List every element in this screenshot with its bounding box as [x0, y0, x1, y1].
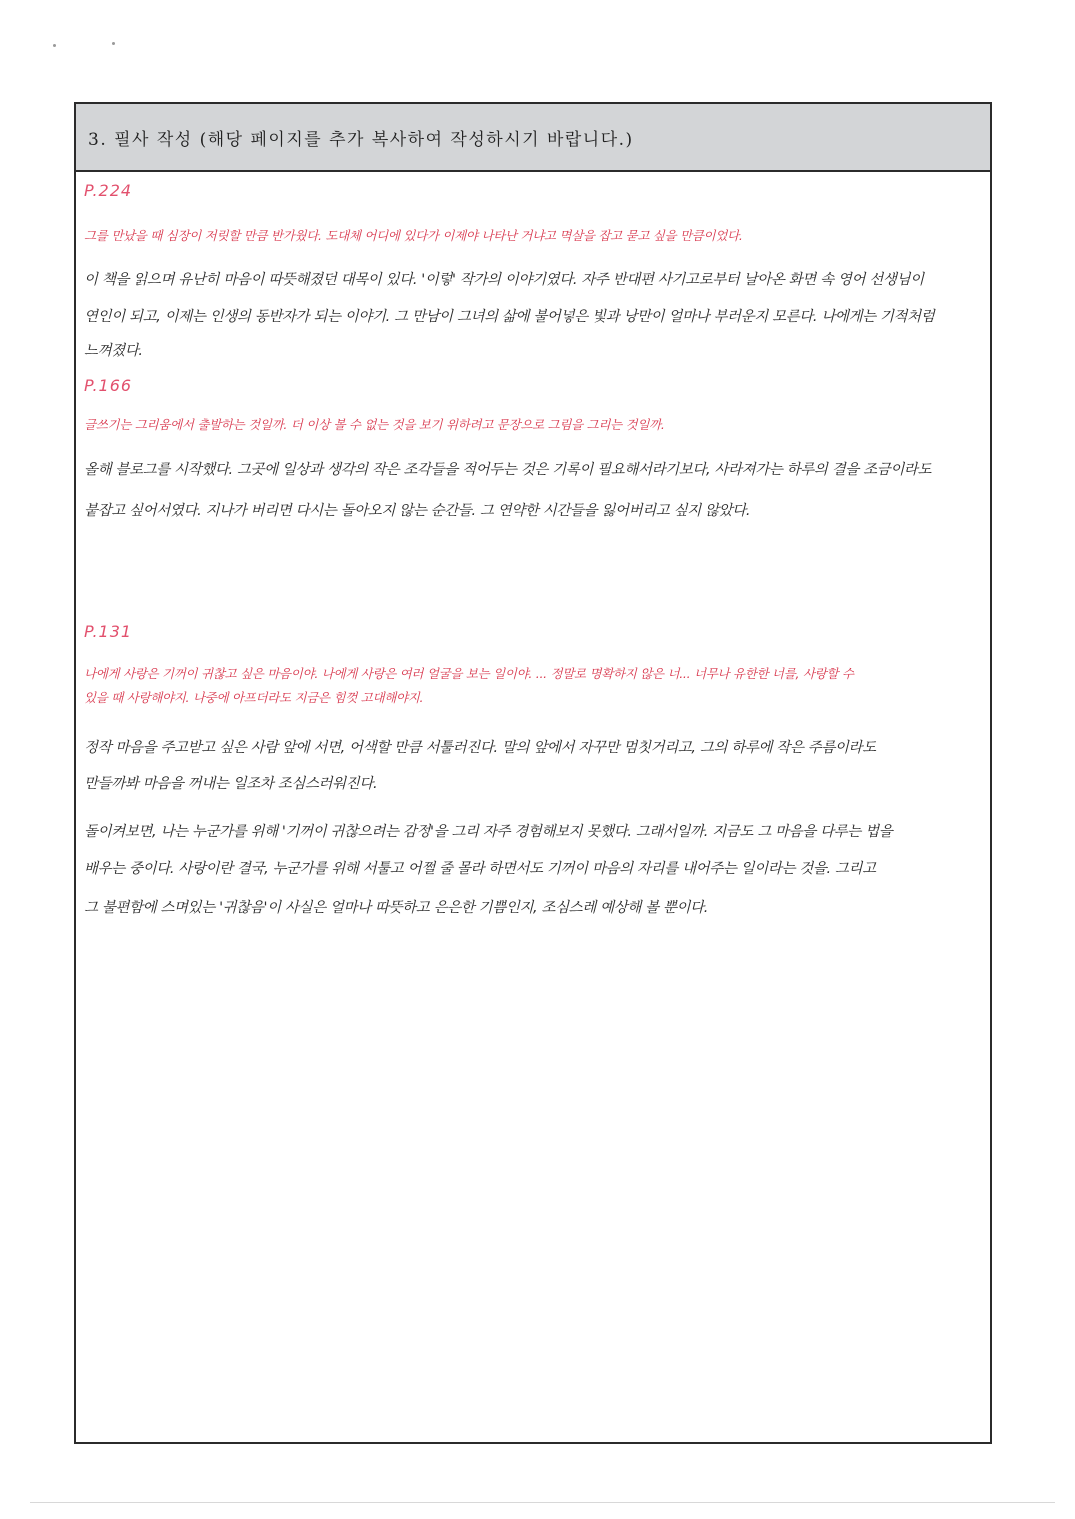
page-reference: P.131 [84, 622, 133, 641]
reflection-line: 연인이 되고, 이제는 인생의 동반자가 되는 이야기. 그 만남이 그녀의 삶에 불어넣은 빛과 낭만이 얼마나 부러운지 모른다. 나에게는 기적처럼 [84, 309, 935, 325]
scan-speck [112, 42, 115, 45]
scan-edge-line [30, 1502, 1055, 1503]
reflection-line: 이 책을 읽으며 유난히 마음이 따뜻해졌던 대목이 있다. '이렇' 작가의 이야기였다. 자주 반대편 사기고로부터 날아온 화면 속 영어 선생님이 [84, 272, 924, 288]
form-title: 3. 필사 작성 (해당 페이지를 추가 복사하여 작성하시기 바랍니다.) [88, 129, 634, 150]
reflection-line: 돌이켜보면, 나는 누군가를 위해 '기꺼이 귀찮으려는 감정'을 그리 자주 경험해보지 못했다. 그래서일까. 지금도 그 마음을 다루는 법을 [84, 824, 893, 840]
reflection-line: 정작 마음을 주고받고 싶은 사람 앞에 서면, 어색할 만큼 서툴러진다. 말의 앞에서 자꾸만 멈칫거리고, 그의 하루에 작은 주름이라도 [84, 740, 876, 756]
quoted-passage: 있을 때 사랑해야지. 나중에 아프더라도 지금은 힘껏 고대해야지. [84, 690, 424, 705]
page-reference: P.166 [84, 376, 133, 395]
reflection-line: 그 불편함에 스며있는 '귀찮음'이 사실은 얼마나 따뜻하고 은은한 기쁨인지, 조심스레 예상해 볼 뿐이다. [84, 900, 708, 916]
reflection-line: 만들까봐 마음을 꺼내는 일조차 조심스러워진다. [84, 776, 378, 792]
reflection-line: 붙잡고 싶어서였다. 지나가 버리면 다시는 돌아오지 않는 순간들. 그 연약한 시간들을 잃어버리고 싶지 않았다. [84, 503, 751, 519]
form-header [76, 104, 990, 172]
reflection-line: 배우는 중이다. 사랑이란 결국, 누군가를 위해 서툴고 어쩔 줄 몰라 하면서도 기꺼이 마음의 자리를 내어주는 일이라는 것을. 그리고 [84, 861, 876, 877]
page-reference: P.224 [84, 181, 133, 200]
reflection-line: 느껴졌다. [84, 343, 143, 359]
quoted-passage: 글쓰기는 그리움에서 출발하는 것일까. 더 이상 볼 수 없는 것을 보기 위하려고 문장으로 그림을 그리는 것일까. [84, 417, 665, 432]
quoted-passage: 그를 만났을 때 심장이 저릿할 만큼 반가웠다. 도대체 어디에 있다가 이제야 나타난 거냐고 멱살을 잡고 묻고 싶을 만큼이었다. [84, 228, 743, 243]
quoted-passage: 나에게 사랑은 기꺼이 귀찮고 싶은 마음이야. 나에게 사랑은 여러 얼굴을 보는 일이야. ... 정말로 명확하지 않은 너... 너무나 유한한 너를, 사랑할 수 [84, 666, 854, 681]
reflection-line: 올해 블로그를 시작했다. 그곳에 일상과 생각의 작은 조각들을 적어두는 것은 기록이 필요해서라기보다, 사라져가는 하루의 결을 조금이라도 [84, 462, 932, 478]
scan-speck [53, 44, 56, 47]
